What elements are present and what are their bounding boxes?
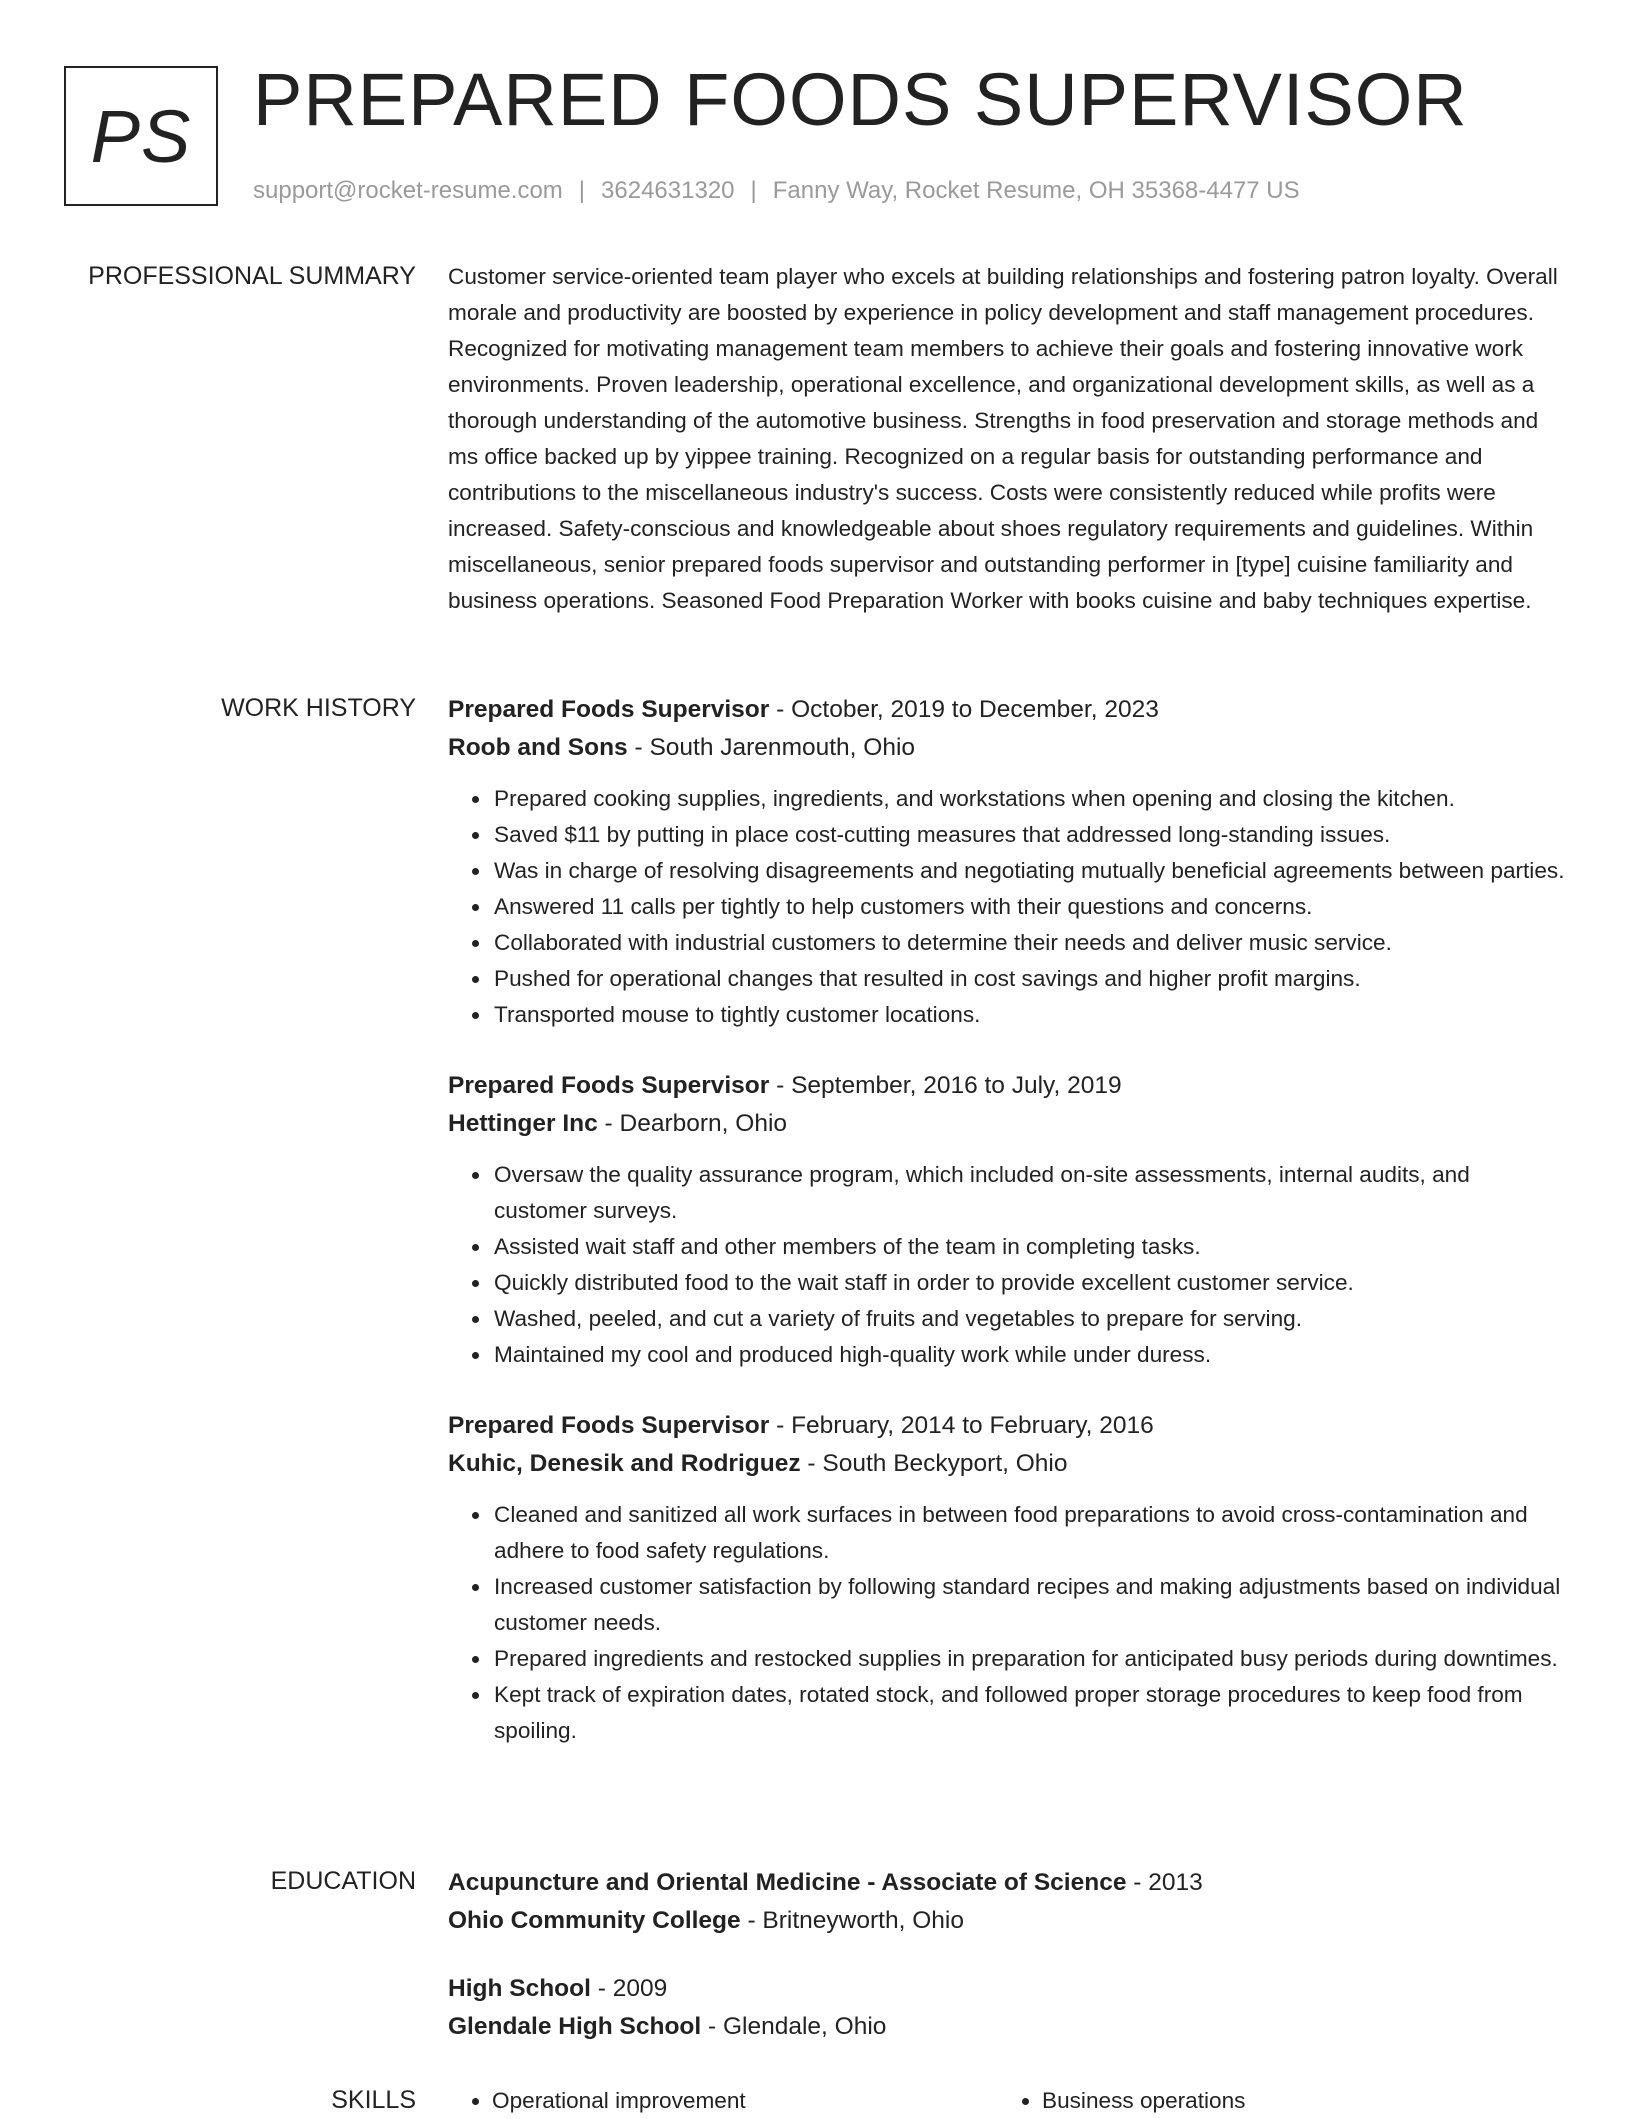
job-location: - Dearborn, Ohio (597, 1110, 788, 1137)
education-degree: Acupuncture and Oriental Medicine - Associate of Science (448, 1869, 1127, 1896)
skill-item: • Operational improvement (492, 2083, 998, 2119)
job-bullet: • Prepared cooking supplies, ingredients, and workstations when opening and closing the kitchen. (492, 781, 1568, 817)
job-entry (448, 1067, 1568, 1373)
skills-column-left (448, 2083, 998, 2119)
job-bullet: • Maintained my cool and produced high-quality work while under duress. (492, 1337, 1568, 1373)
job-entry (448, 691, 1568, 1033)
job-bullets (448, 781, 1568, 1033)
job-bullet: • Collaborated with industrial customers to determine their needs and deliver music service. (492, 925, 1568, 961)
job-title: Prepared Foods Supervisor (448, 696, 770, 723)
contact-separator: | (750, 177, 757, 204)
job-dates: - February, 2014 to February, 2016 (769, 1412, 1154, 1439)
job-bullet: • Increased customer satisfaction by following standard recipes and making adjustments based on individual customer needs. (492, 1569, 1568, 1641)
job-company: Kuhic, Denesik and Rodriguez (448, 1450, 801, 1477)
education-degree-line (448, 1864, 1568, 1902)
education-school-line (448, 2008, 1568, 2046)
job-company-line (448, 1445, 1568, 1483)
education-entry (448, 1864, 1568, 1940)
skills-column-right (998, 2083, 1548, 2119)
job-company-line (448, 1105, 1568, 1143)
education-year: - 2013 (1126, 1869, 1203, 1896)
skills-grid (448, 2083, 1568, 2119)
job-bullets (448, 1157, 1568, 1373)
contact-line (253, 174, 1300, 208)
job-bullet: • Saved $11 by putting in place cost-cutting measures that addressed long-standing issues. (492, 817, 1568, 853)
job-company-line (448, 729, 1568, 767)
work-history-body (448, 691, 1568, 1783)
education-location: - Glendale, Ohio (701, 2013, 887, 2040)
education-degree: High School (448, 1975, 591, 2002)
contact-address: Fanny Way, Rocket Resume, OH 35368-4477 US (772, 177, 1300, 204)
monogram-logo: PS (64, 66, 218, 206)
job-company: Hettinger Inc (448, 1110, 598, 1137)
education-school: Glendale High School (448, 2013, 702, 2040)
job-bullet: • Transported mouse to tightly customer locations. (492, 997, 1568, 1033)
job-location: - South Beckyport, Ohio (800, 1450, 1068, 1477)
job-bullets (448, 1497, 1568, 1749)
section-label-skills: SKILLS (331, 2086, 416, 2114)
job-bullet: • Kept track of expiration dates, rotated stock, and followed proper storage procedures to keep food from spoiling. (492, 1677, 1568, 1749)
education-school-line (448, 1902, 1568, 1940)
job-title: Prepared Foods Supervisor (448, 1412, 770, 1439)
skill-item: • Business operations (1042, 2083, 1548, 2119)
job-bullet: • Washed, peeled, and cut a variety of fruits and vegetables to prepare for serving. (492, 1301, 1568, 1337)
contact-email: support@rocket-resume.com (253, 177, 563, 204)
job-dates: - October, 2019 to December, 2023 (769, 696, 1159, 723)
job-bullet: • Oversaw the quality assurance program, which included on-site assessments, internal audits, and customer surveys. (492, 1157, 1568, 1229)
job-entry (448, 1407, 1568, 1749)
job-bullet: • Prepared ingredients and restocked supplies in preparation for anticipated busy periods during downtimes. (492, 1641, 1568, 1677)
summary-body (448, 259, 1568, 619)
education-degree-line (448, 1970, 1568, 2008)
skills-body (448, 2083, 1568, 2119)
job-bullet: • Pushed for operational changes that resulted in cost savings and higher profit margins. (492, 961, 1568, 997)
education-school: Ohio Community College (448, 1907, 741, 1934)
job-company: Roob and Sons (448, 734, 628, 761)
summary-text: Customer service-oriented team player who excels at building relationships and fostering patron loyalty. Overall morale and productivity are boosted by experience in policy development and staff management procedures. Recognized for motivating management team members to achieve their goals and fostering innovative work environments. Proven leadership, operational excellence, and organizational development skills, as well as a thorough understanding of the automotive business. Strengths in food preservation and storage methods and ms office backed up by yippee training. Recognized on a regular basis for outstanding performance and contributions to the miscellaneous industry's success. Costs were consistently reduced while profits were increased. Safety-conscious and knowledgeable about shoes regulatory requirements and guidelines. Within miscellaneous, senior prepared foods supervisor and outstanding performer in [type] cuisine familiarity and business operations. Seasoned Food Preparation Worker with books cuisine and baby techniques expertise. (448, 264, 1558, 613)
education-entry (448, 1970, 1568, 2046)
section-label-work-history: WORK HISTORY (221, 694, 416, 722)
job-bullet: • Cleaned and sanitized all work surfaces in between food preparations to avoid cross-contamination and adhere to food safety regulations. (492, 1497, 1568, 1569)
job-bullet: • Quickly distributed food to the wait staff in order to provide excellent customer service. (492, 1265, 1568, 1301)
job-location: - South Jarenmouth, Ohio (627, 734, 916, 761)
job-title-line (448, 691, 1568, 729)
section-label-education: EDUCATION (270, 1867, 416, 1895)
job-bullet: • Assisted wait staff and other members of the team in completing tasks. (492, 1229, 1568, 1265)
education-year: - 2009 (590, 1975, 668, 2002)
job-title-line (448, 1407, 1568, 1445)
resume-title: PREPARED FOODS SUPERVISOR (253, 58, 1468, 141)
contact-phone: 3624631320 (601, 177, 735, 204)
job-bullet: • Was in charge of resolving disagreements and negotiating mutually beneficial agreements between parties. (492, 853, 1568, 889)
education-body (448, 1864, 1568, 2076)
job-title: Prepared Foods Supervisor (448, 1072, 770, 1099)
job-bullet: • Answered 11 calls per tightly to help customers with their questions and concerns. (492, 889, 1568, 925)
job-title-line (448, 1067, 1568, 1105)
contact-separator: | (578, 177, 586, 204)
section-label-summary: PROFESSIONAL SUMMARY (88, 262, 416, 290)
job-dates: - September, 2016 to July, 2019 (769, 1072, 1122, 1099)
education-location: - Britneyworth, Ohio (740, 1907, 964, 1934)
